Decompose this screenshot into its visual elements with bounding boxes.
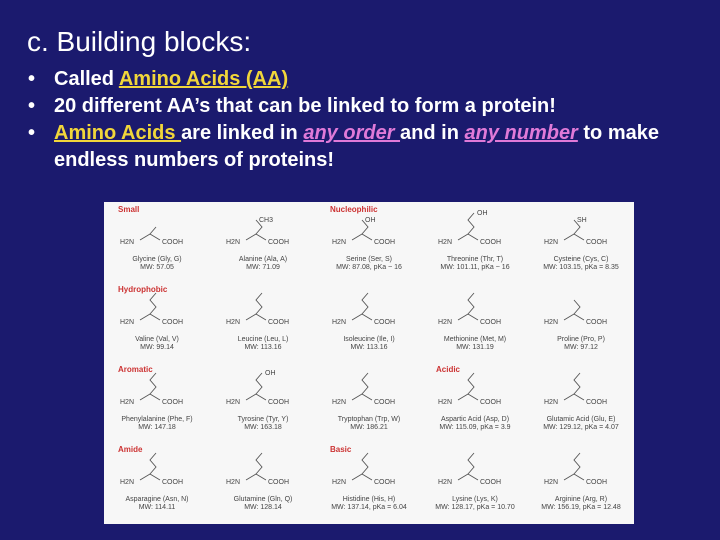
thiol-label: SH: [577, 217, 587, 224]
amino-acid-name: Isoleucine (Ile, I): [343, 336, 395, 343]
amino-acid-cell: [316, 442, 422, 522]
bullet-highlight: any order: [303, 122, 401, 144]
carboxyl-label: COOH: [268, 479, 289, 486]
amine-label: H2N: [120, 479, 135, 486]
amino-acid-structure: [528, 282, 634, 336]
amino-acid-structure: [528, 202, 634, 256]
bullet-text: 20 different AA’s that can be linked to form a protein!: [54, 95, 556, 117]
amino-acid-name: Tyrosine (Tyr, Y): [237, 416, 289, 423]
amino-acid-structure: [422, 442, 528, 496]
amino-acid-name: Arginine (Arg, R): [554, 496, 608, 503]
group-label: Acidic: [436, 365, 461, 374]
backbone-bond: [352, 394, 372, 400]
amino-acid-weight: MW: 114.11: [138, 504, 176, 511]
backbone-bond: [246, 474, 266, 480]
carboxyl-label: COOH: [268, 399, 289, 406]
amino-acid-name: Glutamine (Gln, Q): [233, 496, 293, 503]
bullet-dot: •: [28, 122, 36, 144]
amine-label: H2N: [332, 319, 347, 326]
side-chain-bond: [574, 300, 580, 314]
amino-acid-weight: MW: 57.05: [140, 264, 174, 271]
amino-acid-structure: [316, 282, 422, 336]
amino-acid-cell: [210, 362, 316, 442]
amino-acid-name: Serine (Ser, S): [346, 256, 392, 263]
backbone-bond: [246, 314, 266, 320]
amino-acid-weight: MW: 87.08, pKa ~ 16: [336, 264, 402, 271]
amine-label: H2N: [544, 479, 559, 486]
group-label: Nucleophilic: [330, 205, 378, 214]
backbone-bond: [458, 474, 478, 480]
amino-acid-weight: MW: 156.19, pKa = 12.48: [541, 504, 621, 511]
amino-acid-structure: [422, 282, 528, 336]
amino-acid-weight: MW: 137.14, pKa = 6.04: [331, 504, 407, 511]
amine-label: H2N: [544, 239, 559, 246]
amine-label: H2N: [438, 479, 453, 486]
bullet-list: [28, 66, 708, 174]
carboxyl-label: COOH: [374, 239, 395, 246]
amino-acid-weight: MW: 103.15, pKa = 8.35: [543, 264, 619, 271]
backbone-bond: [458, 314, 478, 320]
backbone-bond: [564, 394, 584, 400]
amino-acid-structure: [528, 362, 634, 416]
bullet-item: [28, 93, 708, 120]
side-chain-bond: [574, 373, 580, 394]
side-chain-bond: [150, 227, 156, 234]
amino-acid-weight: MW: 128.14: [244, 504, 282, 511]
amino-acid-weight: MW: 97.12: [564, 344, 598, 351]
backbone-bond: [352, 474, 372, 480]
amino-acid-name: Cysteine (Cys, C): [553, 256, 609, 263]
methyl-label: CH3: [259, 217, 274, 224]
amine-label: H2N: [438, 319, 453, 326]
group-label: Basic: [330, 445, 352, 454]
backbone-bond: [352, 234, 372, 240]
hydroxyl-label: OH: [265, 370, 276, 377]
amino-acid-cell: [210, 202, 316, 282]
amino-acid-name: Lysine (Lys, K): [452, 496, 498, 503]
side-chain-bond: [256, 293, 262, 314]
side-chain-bond: [468, 453, 474, 474]
amino-acid-cell: [104, 362, 210, 442]
backbone-bond: [564, 474, 584, 480]
amino-acid-cell: [422, 442, 528, 522]
amine-label: H2N: [120, 239, 135, 246]
backbone-bond: [246, 234, 266, 240]
amino-acid-name: Leucine (Leu, L): [237, 336, 289, 343]
carboxyl-label: COOH: [162, 239, 183, 246]
amino-acid-cell: [104, 282, 210, 362]
amino-acid-structure: [210, 202, 316, 256]
amino-acid-name: Proline (Pro, P): [557, 336, 605, 343]
backbone-bond: [458, 394, 478, 400]
carboxyl-label: COOH: [162, 399, 183, 406]
amino-acid-cell: [104, 442, 210, 522]
amino-acid-name: Aspartic Acid (Asp, D): [440, 416, 510, 423]
amino-acid-structure: [210, 362, 316, 416]
amino-acid-cell: [528, 442, 634, 522]
bullet-dot: •: [28, 68, 36, 90]
carboxyl-label: COOH: [374, 319, 395, 326]
amino-acid-cell: [422, 282, 528, 362]
amine-label: H2N: [332, 399, 347, 406]
carboxyl-label: COOH: [162, 319, 183, 326]
amine-label: H2N: [544, 319, 559, 326]
group-label: Small: [118, 205, 140, 214]
bullet-highlight: any number: [464, 122, 578, 144]
group-label: Hydrophobic: [118, 285, 168, 294]
backbone-bond: [140, 234, 160, 240]
slide-title: c. Building blocks:: [27, 26, 252, 57]
amino-acid-structure: [210, 442, 316, 496]
amine-label: H2N: [226, 479, 241, 486]
amine-label: H2N: [438, 399, 453, 406]
amino-acid-name: Threonine (Thr, T): [446, 256, 504, 263]
amino-acid-name: Tryptophan (Trp, W): [337, 416, 401, 423]
backbone-bond: [140, 474, 160, 480]
amine-label: H2N: [120, 399, 135, 406]
amino-acid-cell: [316, 282, 422, 362]
side-chain-bond: [256, 373, 262, 394]
carboxyl-label: COOH: [480, 399, 501, 406]
backbone-bond: [352, 314, 372, 320]
side-chain-bond: [468, 373, 474, 394]
amine-label: H2N: [332, 239, 347, 246]
carboxyl-label: COOH: [480, 239, 501, 246]
backbone-bond: [564, 234, 584, 240]
hydroxyl-label: OH: [477, 210, 488, 217]
carboxyl-label: COOH: [586, 399, 607, 406]
bullet-dot: •: [28, 95, 36, 117]
carboxyl-label: COOH: [268, 239, 289, 246]
amino-acid-cell: [528, 282, 634, 362]
amine-label: H2N: [332, 479, 347, 486]
side-chain-bond: [574, 453, 580, 474]
side-chain-bond: [256, 453, 262, 474]
side-chain-bond: [468, 213, 474, 234]
side-chain-bond: [362, 453, 368, 474]
amino-acid-weight: MW: 129.12, pKa = 4.07: [543, 424, 619, 431]
carboxyl-label: COOH: [162, 479, 183, 486]
bullet-text: are linked in: [181, 122, 304, 144]
amino-acid-weight: MW: 163.18: [244, 424, 282, 431]
amino-acid-cell: [104, 202, 210, 282]
amino-acid-cell: [210, 442, 316, 522]
amino-acid-cell: [528, 202, 634, 282]
bullet-item: [28, 66, 708, 93]
amine-label: H2N: [226, 319, 241, 326]
amine-label: H2N: [226, 239, 241, 246]
amine-label: H2N: [120, 319, 135, 326]
side-chain-bond: [150, 293, 156, 314]
carboxyl-label: COOH: [268, 319, 289, 326]
amino-acid-structure: [316, 362, 422, 416]
carboxyl-label: COOH: [586, 239, 607, 246]
amino-acid-weight: MW: 186.21: [350, 424, 388, 431]
amino-acid-name: Methionine (Met, M): [443, 336, 507, 343]
bullet-highlight: Amino Acids (AA): [118, 68, 289, 90]
amino-acid-cell: [316, 362, 422, 442]
amino-acid-weight: MW: 128.17, pKa = 10.70: [435, 504, 515, 511]
side-chain-bond: [362, 373, 368, 394]
carboxyl-label: COOH: [586, 319, 607, 326]
hydroxyl-label: OH: [365, 217, 376, 224]
amino-acid-structure: [210, 282, 316, 336]
carboxyl-label: COOH: [586, 479, 607, 486]
amino-acid-name: Asparagine (Asn, N): [125, 496, 189, 503]
amino-acid-name: Phenylalanine (Phe, F): [121, 416, 193, 423]
amino-acid-cell: [422, 362, 528, 442]
amino-acid-name: Alanine (Ala, A): [238, 256, 288, 263]
backbone-bond: [246, 394, 266, 400]
group-label: Aromatic: [118, 365, 153, 374]
bullet-highlight: Amino Acids: [54, 122, 182, 144]
amino-acid-weight: MW: 113.16: [244, 344, 282, 351]
backbone-bond: [458, 234, 478, 240]
group-label: Amide: [118, 445, 143, 454]
amino-acid-name: Glycine (Gly, G): [132, 256, 182, 263]
amino-acid-cell: [210, 282, 316, 362]
amino-acid-weight: MW: 99.14: [140, 344, 174, 351]
amino-acid-weight: MW: 101.11, pKa ~ 16: [440, 264, 510, 271]
carboxyl-label: COOH: [374, 399, 395, 406]
amino-acid-name: Valine (Val, V): [135, 336, 179, 343]
side-chain-bond: [468, 293, 474, 314]
bullet-text: Called: [54, 68, 119, 90]
amino-acid-weight: MW: 71.09: [246, 264, 280, 271]
backbone-bond: [564, 314, 584, 320]
backbone-bond: [140, 394, 160, 400]
carboxyl-label: COOH: [374, 479, 395, 486]
amino-acid-cell: [316, 202, 422, 282]
amine-label: H2N: [438, 239, 453, 246]
amino-acid-name: Histidine (His, H): [342, 496, 396, 503]
amino-acid-cell: [422, 202, 528, 282]
side-chain-bond: [362, 293, 368, 314]
amino-acid-weight: MW: 147.18: [138, 424, 176, 431]
amino-acid-name: Glutamic Acid (Glu, E): [546, 416, 616, 423]
bullet-item: [28, 120, 708, 174]
amino-acid-cell: [528, 362, 634, 442]
amine-label: H2N: [226, 399, 241, 406]
amino-acid-weight: MW: 113.16: [350, 344, 388, 351]
amine-label: H2N: [544, 399, 559, 406]
amino-acid-structure: [528, 442, 634, 496]
side-chain-bond: [150, 373, 156, 394]
bullet-text: to make endless numbers of proteins!: [54, 122, 659, 171]
amino-acid-chart: [104, 202, 634, 524]
carboxyl-label: COOH: [480, 479, 501, 486]
amino-acid-structure: [422, 202, 528, 256]
bullet-text: and in: [400, 122, 465, 144]
backbone-bond: [140, 314, 160, 320]
side-chain-bond: [150, 453, 156, 474]
amino-acid-weight: MW: 131.19: [456, 344, 494, 351]
carboxyl-label: COOH: [480, 319, 501, 326]
amino-acid-weight: MW: 115.09, pKa = 3.9: [439, 424, 511, 431]
